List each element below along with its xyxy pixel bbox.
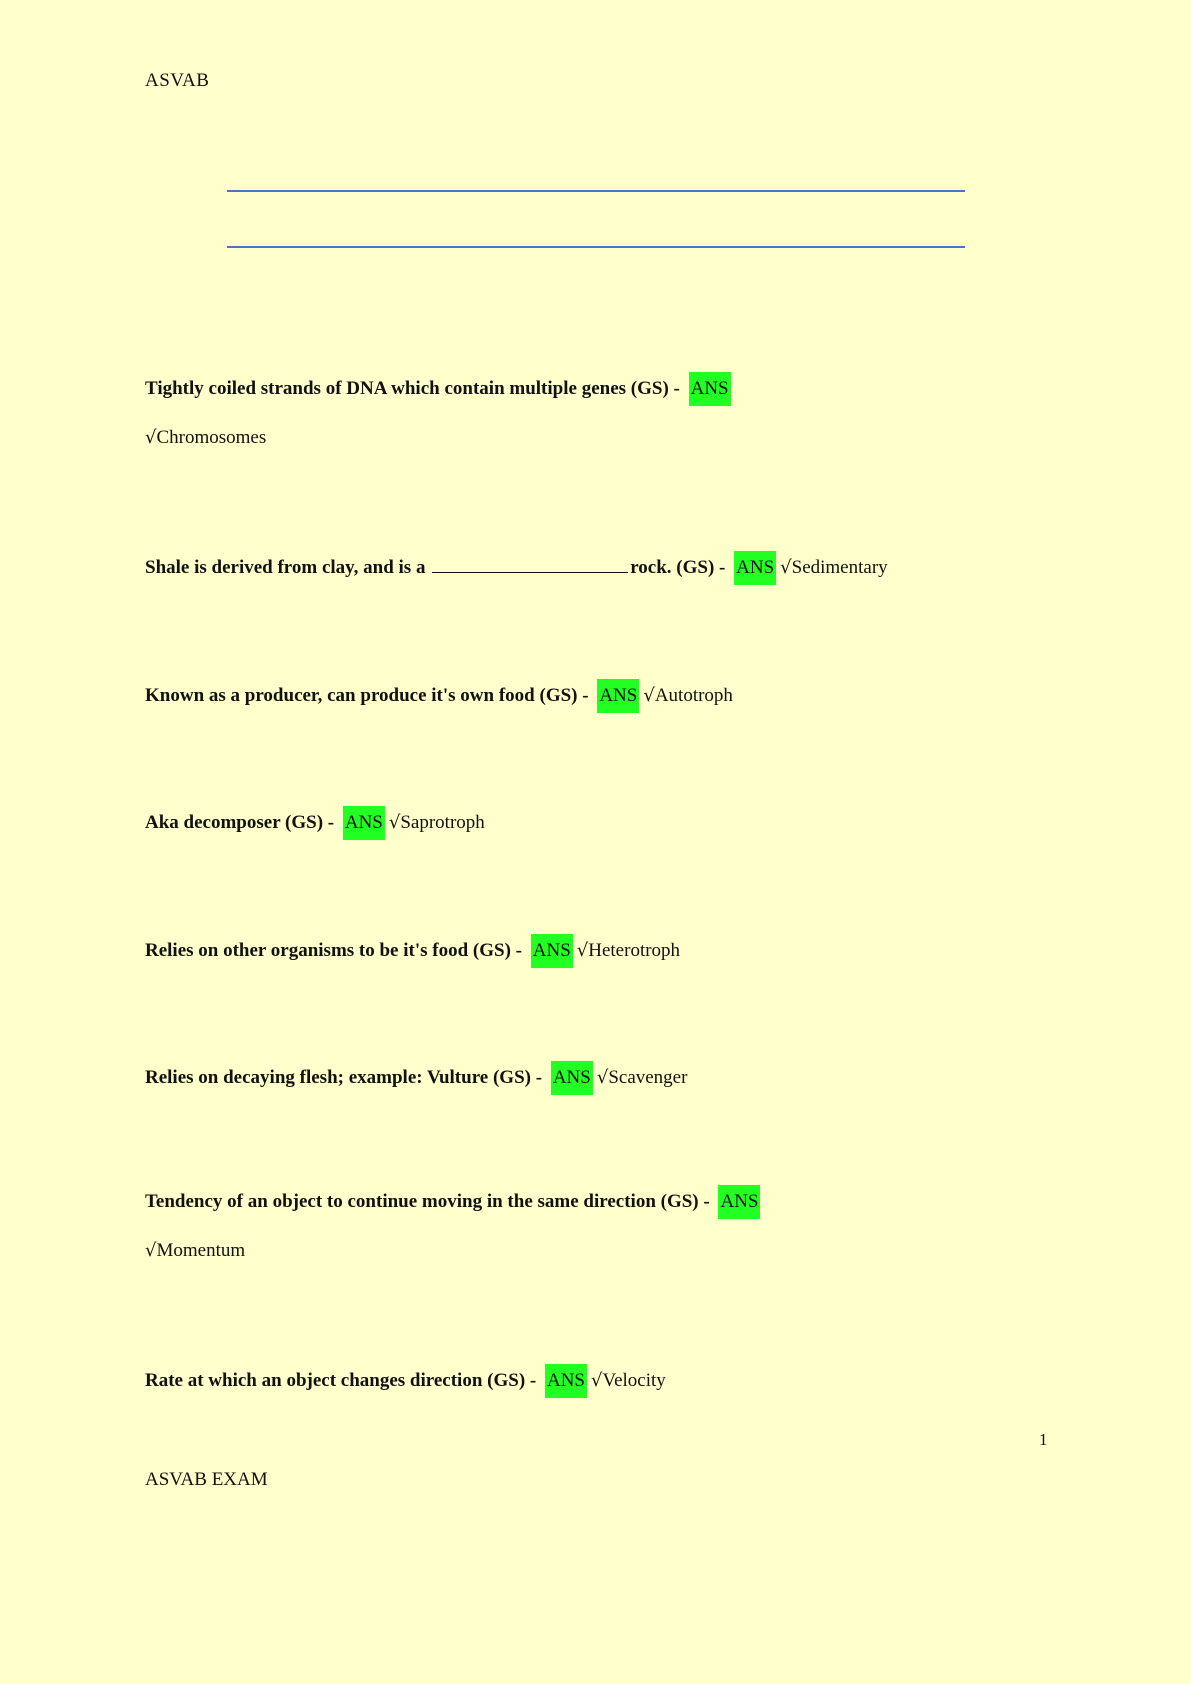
answer-7 [145, 1236, 245, 1266]
question-5 [145, 934, 680, 968]
checkmark-icon: √ [576, 940, 589, 961]
header-rule-bottom [227, 246, 965, 248]
question-3 [145, 679, 733, 713]
answer-text: Chromosomes [156, 427, 267, 448]
question-text: Known as a producer, can produce it's own food (GS) - [145, 685, 589, 706]
question-text: Relies on decaying flesh; example: Vulture (GS) - [145, 1067, 543, 1088]
ans-highlight: ANS [718, 1185, 760, 1219]
ans-highlight: ANS [343, 806, 385, 840]
question-2 [145, 551, 888, 585]
checkmark-icon: √ [596, 1067, 609, 1088]
question-text: Relies on other organisms to be it's food (GS) - [145, 940, 522, 961]
question-text: Tendency of an object to continue moving in the same direction (GS) - [145, 1191, 710, 1212]
header-rule-top [227, 190, 965, 192]
question-text: Aka decomposer (GS) - [145, 812, 335, 833]
question-text-part1: Shale is derived from clay, and is a [145, 557, 426, 578]
checkmark-icon: √ [643, 685, 655, 706]
question-text: Tightly coiled strands of DNA which contain multiple genes (GS) - [145, 378, 680, 399]
answer-text: Autotroph [654, 685, 733, 706]
answer-1 [145, 423, 266, 453]
answer-text: Heterotroph [588, 940, 681, 961]
ans-highlight: ANS [551, 1061, 593, 1095]
checkmark-icon: √ [591, 1370, 603, 1391]
question-8 [145, 1364, 666, 1398]
checkmark-icon: √ [145, 1240, 157, 1261]
ans-highlight: ANS [734, 551, 776, 585]
question-6 [145, 1061, 687, 1095]
answer-text: Velocity [602, 1370, 666, 1391]
page-number: 1 [1039, 1430, 1048, 1449]
ans-highlight: ANS [597, 679, 639, 713]
answer-text: Sedimentary [791, 557, 888, 578]
question-1 [145, 372, 731, 406]
footer-title: ASVAB EXAM [145, 1469, 268, 1490]
header-title: ASVAB [145, 70, 210, 91]
checkmark-icon: √ [145, 427, 157, 448]
ans-highlight: ANS [689, 372, 731, 406]
fill-in-blank [432, 558, 628, 573]
answer-text: Momentum [156, 1240, 246, 1261]
checkmark-icon: √ [780, 557, 792, 578]
ans-highlight: ANS [531, 934, 573, 968]
ans-highlight: ANS [545, 1364, 587, 1398]
question-text-part2: rock. (GS) - [630, 557, 726, 578]
question-text: Rate at which an object changes direction (GS) - [145, 1370, 537, 1391]
question-4 [145, 806, 485, 840]
answer-text: Saprotroph [400, 812, 485, 833]
question-7 [145, 1185, 760, 1219]
checkmark-icon: √ [388, 812, 401, 833]
answer-text: Scavenger [608, 1067, 688, 1088]
